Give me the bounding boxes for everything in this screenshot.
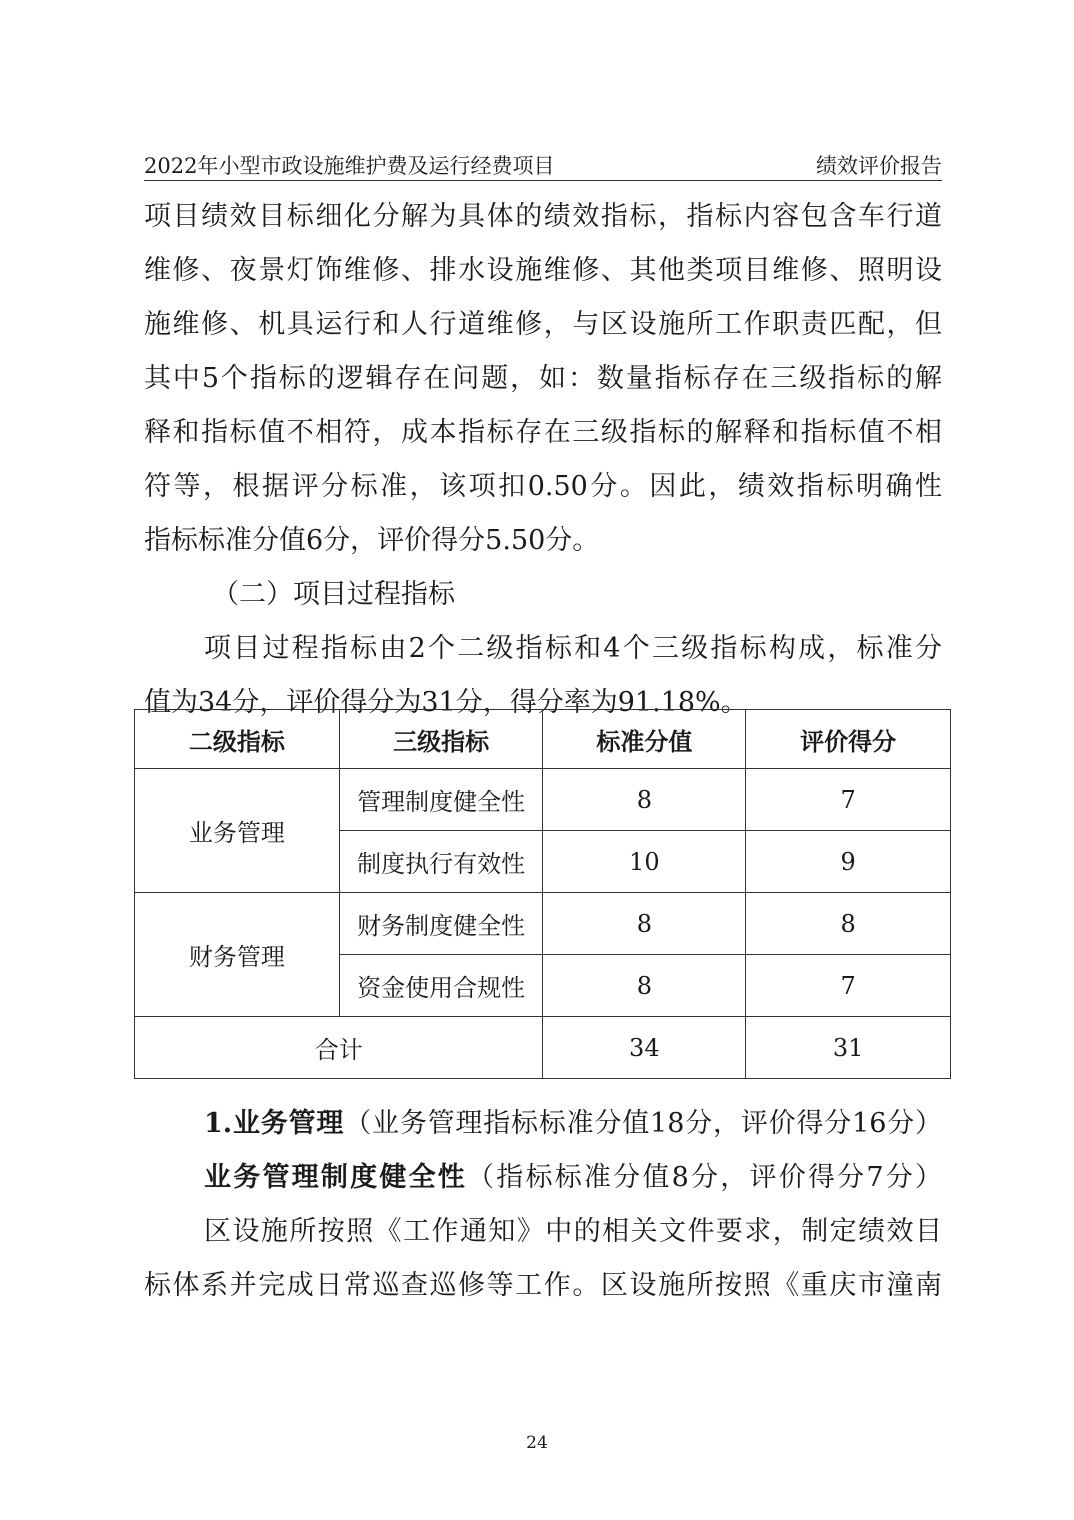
text-line: 区设施所按照《工作通知》中的相关文件要求，制定绩效目: [204, 1216, 942, 1247]
standard-value: 10: [543, 831, 746, 893]
item-heading-bold: 1.业务管理: [204, 1108, 345, 1139]
paragraph-indicators: [144, 190, 942, 730]
section-heading: （二）项目过程指标: [212, 579, 455, 610]
score-value: 9: [746, 831, 951, 893]
total-label: 合计: [135, 1017, 543, 1079]
text-line: 释和指标值不相符，成本指标存在三级指标的解释和指标值不相: [144, 417, 942, 448]
table-total-row: [135, 1017, 951, 1079]
text-line: 值为34分，评价得分为31分，得分率为91.18%。: [144, 687, 748, 718]
standard-value: 8: [543, 955, 746, 1017]
text-line: 指标标准分值6分，评价得分5.50分。: [144, 525, 600, 556]
total-score: 31: [746, 1017, 951, 1079]
group-name: 财务管理: [135, 893, 340, 1017]
total-standard: 34: [543, 1017, 746, 1079]
paragraph-business-management: [144, 1097, 942, 1313]
indicator-name: 财务制度健全性: [339, 893, 543, 955]
text-line: 项目绩效目标细化分解为具体的绩效指标，指标内容包含车行道: [144, 201, 942, 232]
page-header: [144, 150, 942, 181]
indicator-name: 管理制度健全性: [339, 769, 543, 831]
score-value: 8: [746, 893, 951, 955]
score-value: 7: [746, 955, 951, 1017]
standard-value: 8: [543, 769, 746, 831]
group-name: 业务管理: [135, 769, 340, 893]
item-heading-detail: （业务管理指标标准分值18分，评价得分16分）: [344, 1108, 943, 1139]
indicator-name: 制度执行有效性: [339, 831, 543, 893]
table-row: [135, 769, 951, 831]
text-line: 标体系并完成日常巡查巡修等工作。区设施所按照《重庆市潼南: [144, 1270, 942, 1301]
header-report-type: 绩效评价报告: [816, 154, 942, 178]
item-heading: [144, 1097, 942, 1151]
score-value: 7: [746, 769, 951, 831]
text-line: 符等，根据评分标准，该项扣0.50分。因此，绩效指标明确性: [144, 471, 942, 502]
item-heading: [144, 1151, 942, 1205]
indicator-name: 资金使用合规性: [339, 955, 543, 1017]
text-line: 维修、夜景灯饰维修、排水设施维修、其他类项目维修、照明设: [144, 255, 942, 286]
process-indicator-table: [134, 709, 951, 1079]
header-title: 2022年小型市政设施维护费及运行经费项目: [144, 154, 555, 178]
page-number: 24: [526, 1433, 548, 1453]
header-score: 评价得分: [746, 710, 951, 769]
text-line: 其中5个指标的逻辑存在问题，如：数量指标存在三级指标的解: [144, 363, 942, 394]
table-row: [135, 893, 951, 955]
header-level3: 三级指标: [339, 710, 543, 769]
text-line: 项目过程指标由2个二级指标和4个三级指标构成，标准分: [204, 633, 942, 664]
item-heading-bold: 业务管理制度健全性: [204, 1162, 468, 1193]
header-level2: 二级指标: [135, 710, 340, 769]
header-standard: 标准分值: [543, 710, 746, 769]
standard-value: 8: [543, 893, 746, 955]
table-header-row: [135, 710, 951, 769]
item-heading-detail: （指标标准分值8分，评价得分7分）: [467, 1162, 942, 1193]
text-line: 施维修、机具运行和人行道维修，与区设施所工作职责匹配，但: [144, 309, 942, 340]
